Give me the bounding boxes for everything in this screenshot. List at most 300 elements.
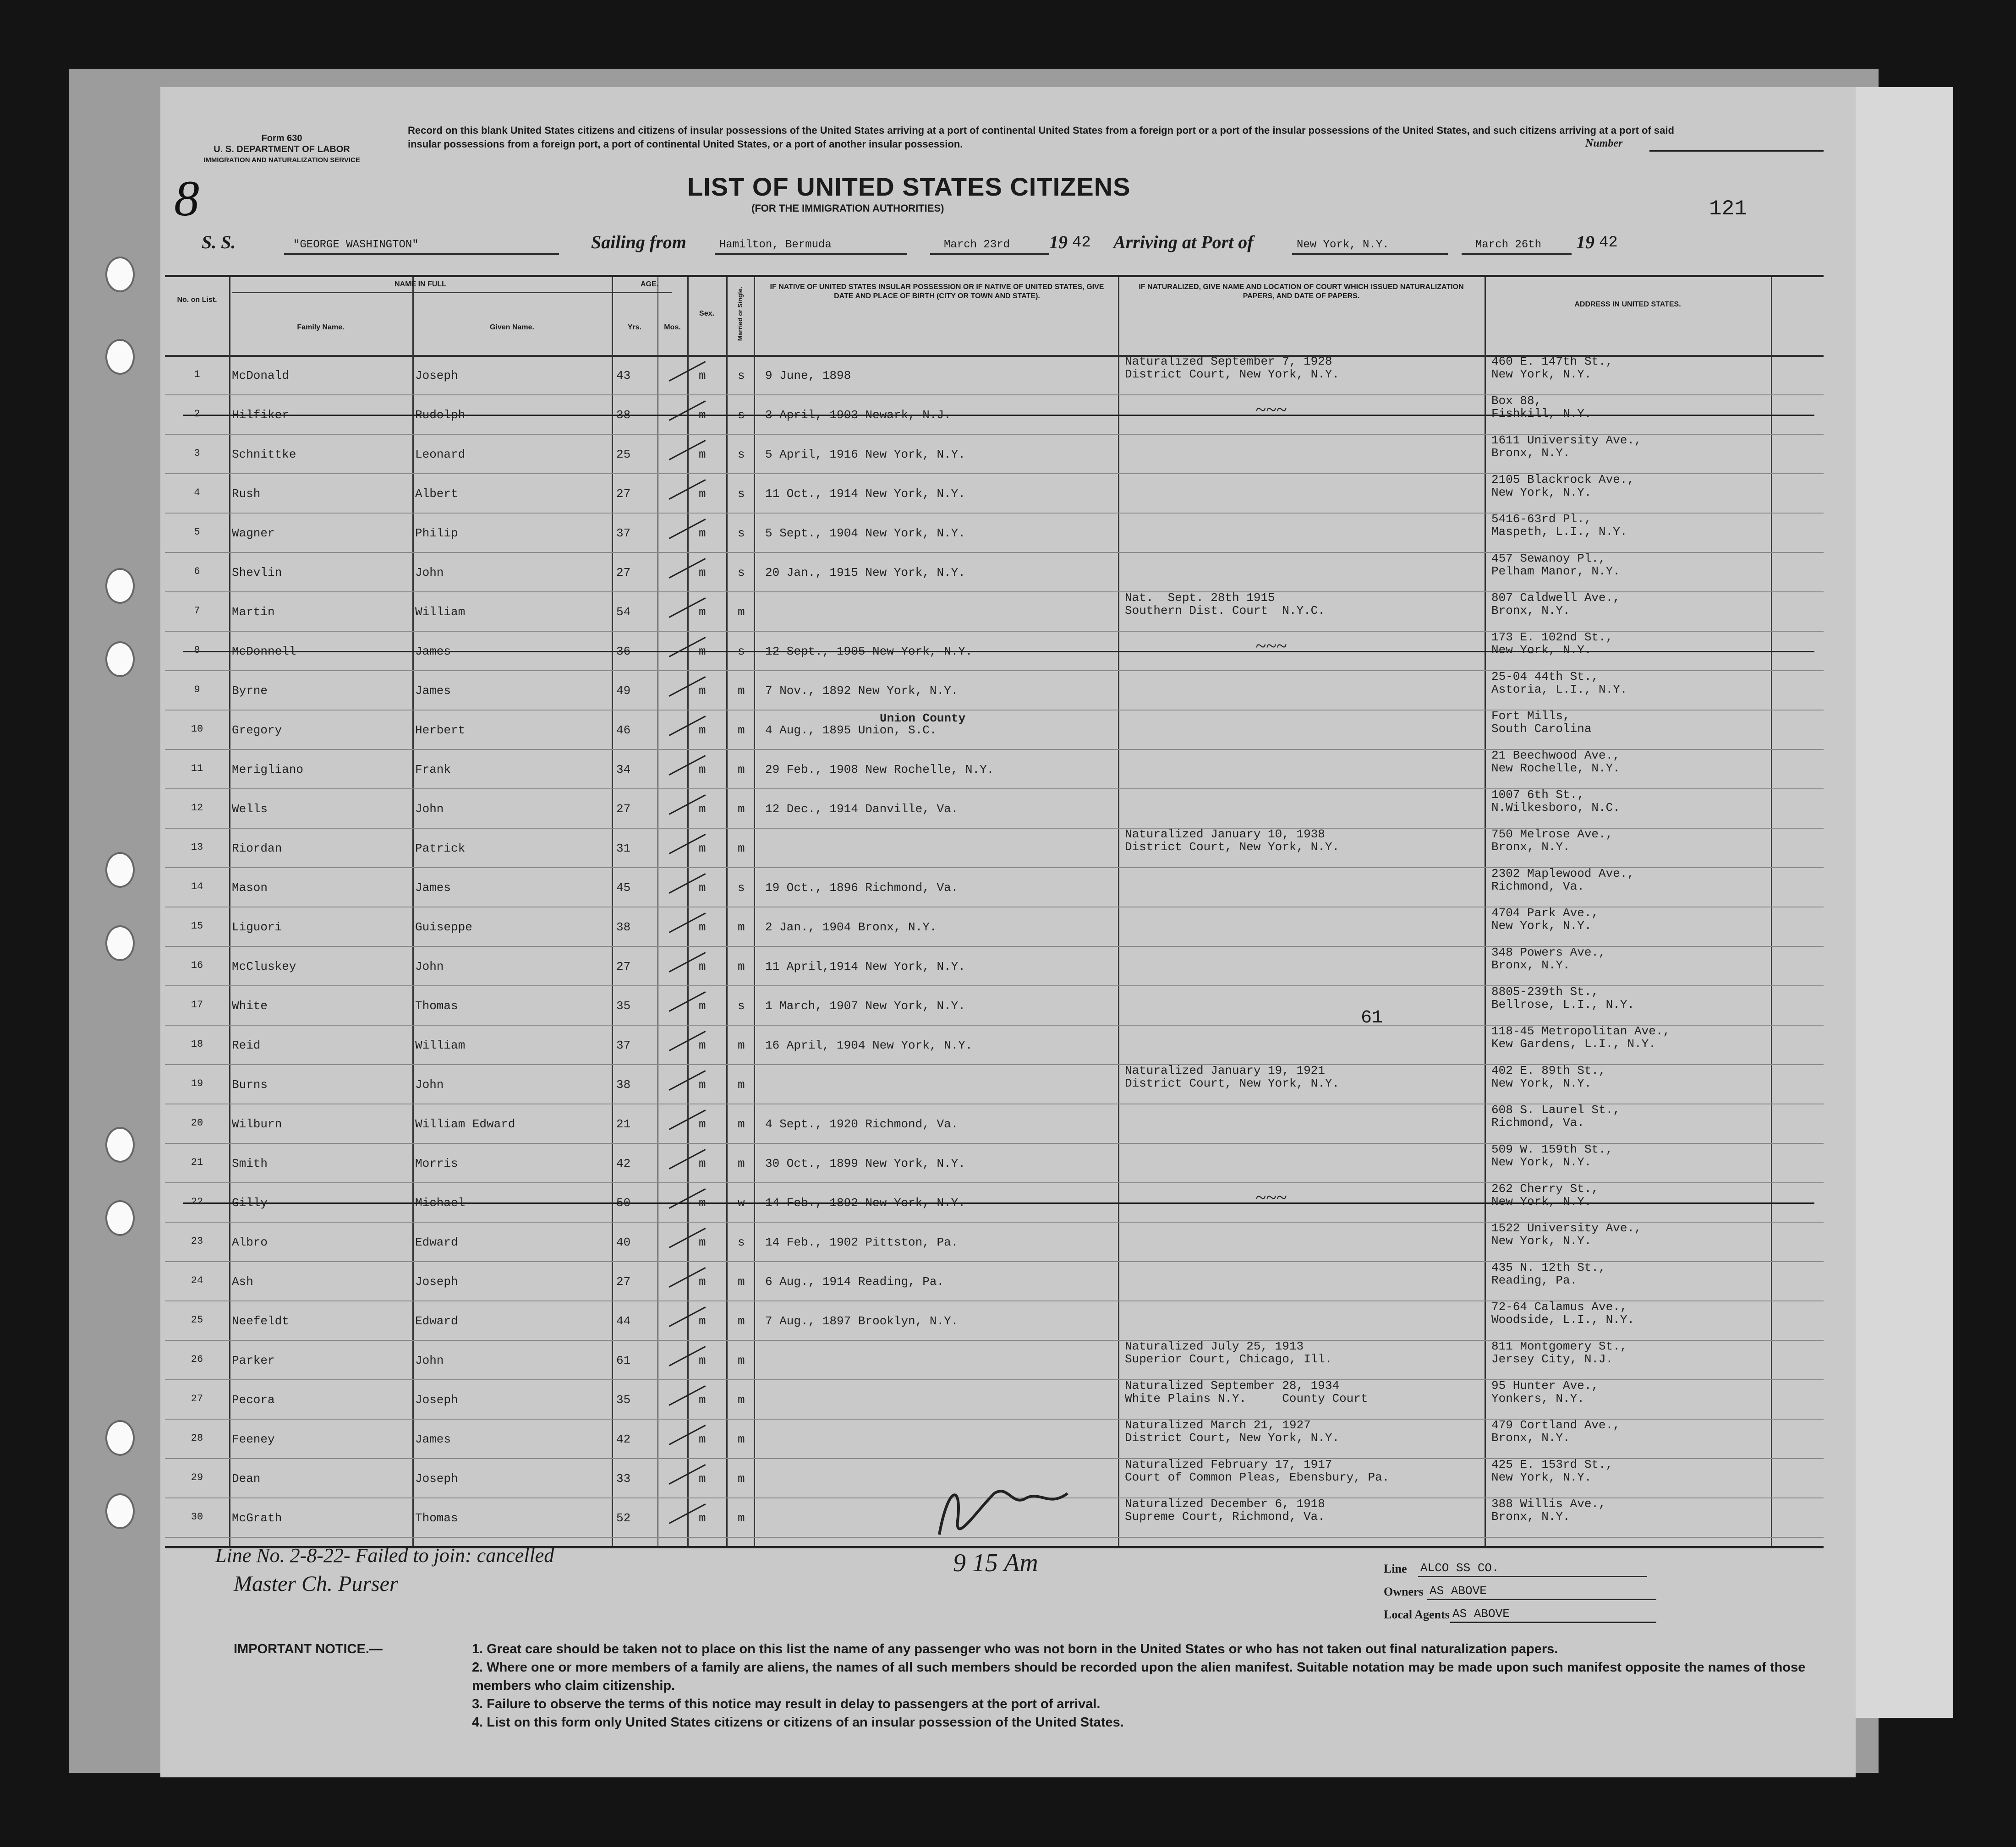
notice-item-4: 4. List on this form only United States citizens or citizens of an insular possession of the United States.	[472, 1715, 1124, 1730]
marital-status: m	[738, 960, 745, 973]
row-number: 20	[191, 1117, 203, 1129]
voyage-line	[202, 231, 1796, 259]
family-name: Parker	[232, 1354, 275, 1367]
birth-info: 9 June, 1898	[765, 369, 851, 383]
table-row	[165, 1379, 1824, 1416]
sex: m	[699, 1472, 706, 1486]
birth-info: 20 Jan., 1915 New York, N.Y.	[765, 566, 965, 579]
given-name: Thomas	[415, 999, 458, 1013]
col-name-header: NAME IN FULL	[394, 280, 446, 288]
sex: m	[699, 960, 706, 973]
strike-through-line	[183, 415, 1814, 416]
time-note: 9 15 Am	[953, 1549, 1038, 1577]
row-number: 26	[191, 1354, 203, 1365]
table-row	[165, 985, 1824, 1022]
us-address: 4704 Park Ave., New York, N.Y.	[1491, 906, 1599, 933]
row-number: 13	[191, 842, 203, 853]
given-name: Leonard	[415, 448, 466, 461]
birth-info: 1 March, 1907 New York, N.Y.	[765, 999, 965, 1013]
naturalization-info: Nat. Sept. 28th 1915 Southern Dist. Court N.Y.C.	[1125, 591, 1325, 617]
sex: m	[699, 487, 706, 501]
arriving-label: Arriving at Port of	[1113, 232, 1254, 252]
cancellation-note: Line No. 2-8-22- Failed to join: cancelled	[215, 1544, 554, 1567]
sex: m	[699, 1354, 706, 1367]
marital-status: m	[738, 802, 745, 816]
birth-info: 5 Sept., 1904 New York, N.Y.	[765, 526, 965, 540]
form-number: Form 630	[261, 133, 302, 143]
marital-status: m	[738, 1393, 745, 1407]
given-name: Joseph	[415, 1275, 458, 1289]
table-row	[165, 907, 1824, 943]
us-address: 2302 Maplewood Ave., Richmond, Va.	[1491, 867, 1635, 893]
age-years: 27	[616, 566, 631, 579]
intro-text: Record on this blank United States citizens and citizens of insular possessions of the United States arriving at a port of continental United States from a foreign port or a port of the insular possessions of the United States, and such citizens arriving at a port of said insular possessions from a foreign port, a port of continental United States, or a port of another insular possession.	[408, 125, 1674, 150]
family-name: Gregory	[232, 723, 282, 737]
us-address: 425 E. 153rd St., New York, N.Y.	[1491, 1458, 1613, 1484]
us-address: 509 W. 159th St., New York, N.Y.	[1491, 1142, 1613, 1169]
sex: m	[699, 684, 706, 698]
naturalization-info: Naturalized December 6, 1918 Supreme Court, Richmond, Va.	[1125, 1497, 1325, 1524]
table-row	[165, 434, 1824, 470]
given-name: Joseph	[415, 369, 458, 383]
marital-status: m	[738, 1157, 745, 1170]
age-years: 31	[616, 842, 631, 855]
sex: m	[699, 802, 706, 816]
marital-status: m	[738, 723, 745, 737]
table-row	[165, 946, 1824, 983]
sex: m	[699, 881, 706, 895]
table-row	[165, 1025, 1824, 1061]
age-years: 27	[616, 960, 631, 973]
row-number: 6	[194, 566, 200, 577]
col-age-header: AGE.	[640, 280, 659, 288]
table-row	[165, 1143, 1824, 1180]
given-name: Thomas	[415, 1511, 458, 1525]
number-underline	[1649, 150, 1824, 152]
given-name: James	[415, 881, 451, 895]
naturalization-info: Naturalized February 17, 1917 Court of Common Pleas, Ebensbury, Pa.	[1125, 1458, 1390, 1484]
row-number: 30	[191, 1511, 203, 1523]
table-row	[165, 1182, 1824, 1219]
age-years: 42	[616, 1157, 631, 1170]
us-address: 1522 University Ave., New York, N.Y.	[1491, 1221, 1642, 1248]
sex: m	[699, 1196, 706, 1210]
row-number: 5	[194, 526, 200, 538]
given-name: Rudolph	[415, 408, 466, 422]
table-row	[165, 867, 1824, 904]
row-number: 14	[191, 881, 203, 892]
age-years: 49	[616, 684, 631, 698]
naturalization-info: Naturalized January 10, 1938 District Court, New York, N.Y.	[1125, 827, 1340, 854]
owners-label: Owners	[1384, 1585, 1424, 1598]
inspector-signature	[930, 1466, 1095, 1557]
birth-county-note: Union County	[880, 711, 966, 725]
sex: m	[699, 369, 706, 383]
line-label: Line	[1384, 1562, 1407, 1575]
sex: m	[699, 1157, 706, 1170]
important-notice	[234, 1640, 1819, 1732]
table-row	[165, 710, 1824, 746]
row-number: 16	[191, 960, 203, 971]
given-name: Albert	[415, 487, 458, 501]
age-years: 36	[616, 645, 631, 658]
col-yrs-header: Yrs.	[627, 323, 642, 331]
punch-hole	[105, 641, 135, 677]
row-number: 17	[191, 999, 203, 1011]
page-title: LIST OF UNITED STATES CITIZENS	[687, 172, 1131, 201]
family-name: McCluskey	[232, 960, 296, 973]
marital-status: m	[738, 1472, 745, 1486]
row-number: 12	[191, 802, 203, 814]
family-name: McGrath	[232, 1511, 282, 1525]
age-years: 61	[616, 1354, 631, 1367]
marital-status: s	[738, 448, 745, 461]
age-years: 40	[616, 1235, 631, 1249]
punch-hole	[105, 1127, 135, 1163]
col-sex-header: Sex.	[699, 310, 714, 317]
page-subtitle: (FOR THE IMMIGRATION AUTHORITIES)	[751, 202, 944, 214]
sex: m	[699, 1314, 706, 1328]
sex: m	[699, 1038, 706, 1052]
row-number: 29	[191, 1472, 203, 1483]
us-address: 25-04 44th St., Astoria, L.I., N.Y.	[1491, 670, 1627, 696]
agents-value: AS ABOVE	[1452, 1607, 1510, 1621]
arrival-date: March 26th	[1475, 239, 1542, 251]
age-years: 38	[616, 408, 631, 422]
marital-status: s	[738, 1235, 745, 1249]
service-name: IMMIGRATION AND NATURALIZATION SERVICE	[203, 156, 360, 164]
strike-through-line	[183, 651, 1814, 652]
sex: m	[699, 920, 706, 934]
table-row	[165, 394, 1824, 431]
given-name: John	[415, 960, 444, 973]
birth-info: 12 Dec., 1914 Danville, Va.	[765, 802, 959, 816]
birth-info: 11 April,1914 New York, N.Y.	[765, 960, 965, 973]
sex: m	[699, 1432, 706, 1446]
sailing-year: 42	[1072, 234, 1091, 251]
family-name: McDonald	[232, 369, 289, 383]
handwritten-number: 8	[174, 170, 199, 226]
family-name: Hilfiker	[232, 408, 289, 422]
age-years: 38	[616, 1078, 631, 1092]
sailing-from: Hamilton, Bermuda	[719, 239, 832, 251]
punch-hole	[105, 1420, 135, 1456]
sex: m	[699, 566, 706, 579]
table-row	[165, 1340, 1824, 1377]
sex: m	[699, 605, 706, 619]
notice-item-1: 1. Great care should be taken not to place on this list the name of any passenger who was not born in the United States or who has not taken out final naturalization papers.	[472, 1642, 1558, 1656]
family-name: Mason	[232, 881, 268, 895]
sex: m	[699, 645, 706, 658]
given-name: William	[415, 605, 466, 619]
marital-status: m	[738, 1275, 745, 1289]
arrival-year: 42	[1599, 234, 1618, 251]
marital-status: m	[738, 1078, 745, 1092]
family-name: Schnittke	[232, 448, 296, 461]
family-name: Burns	[232, 1078, 268, 1092]
family-name: Merigliano	[232, 763, 304, 776]
us-address: 348 Powers Ave., Bronx, N.Y.	[1491, 945, 1606, 972]
us-address: 5416-63rd Pl., Maspeth, L.I., N.Y.	[1491, 512, 1627, 539]
family-name: Martin	[232, 605, 275, 619]
birth-info: 5 April, 1916 New York, N.Y.	[765, 448, 965, 461]
marital-status: m	[738, 1038, 745, 1052]
age-years: 25	[616, 448, 631, 461]
notice-label: IMPORTANT NOTICE.—	[234, 1642, 383, 1656]
ss-label: S. S.	[202, 232, 236, 252]
col-no-header: No. on List.	[177, 296, 217, 304]
age-years: 27	[616, 1275, 631, 1289]
given-name: Frank	[415, 763, 451, 776]
notice-item-3: 3. Failure to observe the terms of this notice may result in delay to passengers at the port of arrival.	[472, 1697, 1101, 1711]
given-name: John	[415, 1354, 444, 1367]
family-name: Gilly	[232, 1196, 268, 1210]
col-family-header: Family Name.	[297, 323, 345, 331]
cancel-initials-scribble: ~~~	[1255, 399, 1287, 421]
col-birth-header: IF NATIVE OF UNITED STATES INSULAR POSSESSION OR IF NATIVE OF UNITED STATES, GIVE DATE AND PLACE OF BIRTH (CITY OR TOWN AND STATE).	[770, 283, 1104, 300]
given-name: John	[415, 566, 444, 579]
given-name: James	[415, 1432, 451, 1446]
cancel-initials-scribble: ~~~	[1255, 636, 1287, 657]
us-address: 95 Hunter Ave., Yonkers, N.Y.	[1491, 1379, 1599, 1405]
sex: m	[699, 842, 706, 855]
given-name: James	[415, 645, 451, 658]
family-name: Byrne	[232, 684, 268, 698]
given-name: Edward	[415, 1314, 458, 1328]
mid-note: 61	[1361, 1008, 1383, 1028]
age-years: 37	[616, 1038, 631, 1052]
us-address: 118-45 Metropolitan Ave., Kew Gardens, L.I., N.Y.	[1491, 1024, 1671, 1051]
family-name: Pecora	[232, 1393, 275, 1407]
birth-info: 19 Oct., 1896 Richmond, Va.	[765, 881, 959, 895]
age-years: 46	[616, 723, 631, 737]
family-name: Reid	[232, 1038, 261, 1052]
given-name: Guiseppe	[415, 920, 472, 934]
marital-status: m	[738, 920, 745, 934]
col-addr-header: ADDRESS IN UNITED STATES.	[1574, 301, 1681, 308]
sailing-year-prefix: 19	[1049, 232, 1068, 252]
row-number: 3	[194, 448, 200, 459]
age-years: 45	[616, 881, 631, 895]
punch-hole	[105, 852, 135, 888]
table-row	[165, 670, 1824, 707]
us-address: 460 E. 147th St., New York, N.Y.	[1491, 355, 1613, 381]
family-name: Shevlin	[232, 566, 282, 579]
sex: m	[699, 448, 706, 461]
agents-label: Local Agents	[1384, 1608, 1450, 1621]
age-years: 44	[616, 1314, 631, 1328]
us-address: 807 Caldwell Ave., Bronx, N.Y.	[1491, 591, 1620, 617]
citizen-table	[165, 275, 1824, 1548]
row-number: 4	[194, 487, 200, 498]
department-name: U. S. DEPARTMENT OF LABOR	[214, 144, 350, 154]
marital-status: s	[738, 408, 745, 422]
table-row	[165, 1104, 1824, 1140]
row-number: 10	[191, 723, 203, 735]
table-row	[165, 591, 1824, 628]
family-name: Wagner	[232, 526, 275, 540]
age-years: 35	[616, 999, 631, 1013]
table-row	[165, 1064, 1824, 1101]
us-address: Fort Mills, South Carolina	[1491, 709, 1592, 736]
marital-status: m	[738, 1354, 745, 1367]
birth-info: 11 Oct., 1914 New York, N.Y.	[765, 487, 965, 501]
birth-info: 12 Sept., 1905 New York, N.Y.	[765, 645, 973, 658]
birth-info: 14 Feb., 1892 New York, N.Y.	[765, 1196, 965, 1210]
birth-info: 2 Jan., 1904 Bronx, N.Y.	[765, 920, 937, 934]
birth-info: 4 Sept., 1920 Richmond, Va.	[765, 1117, 959, 1131]
number-label: Number	[1585, 137, 1623, 149]
us-address: 1007 6th St., N.Wilkesboro, N.C.	[1491, 788, 1620, 814]
naturalization-info: Naturalized January 19, 1921 District Court, New York, N.Y.	[1125, 1064, 1340, 1090]
marital-status: w	[738, 1196, 745, 1210]
row-number: 1	[194, 369, 200, 380]
table-row	[165, 1419, 1824, 1455]
strike-through-line	[183, 1202, 1814, 1204]
row-number: 11	[191, 763, 203, 774]
page-number: 121	[1709, 197, 1747, 221]
birth-info: 29 Feb., 1908 New Rochelle, N.Y.	[765, 763, 994, 776]
age-years: 42	[616, 1432, 631, 1446]
form-department-block	[188, 133, 376, 166]
family-name: Ash	[232, 1275, 253, 1289]
given-name: James	[415, 684, 451, 698]
row-number: 8	[194, 645, 200, 656]
us-address: 435 N. 12th St., Reading, Pa.	[1491, 1261, 1606, 1287]
us-address: 608 S. Laurel St., Richmond, Va.	[1491, 1103, 1620, 1130]
row-number: 27	[191, 1393, 203, 1404]
row-number: 7	[194, 605, 200, 617]
family-name: Riordan	[232, 842, 282, 855]
arrival-year-prefix: 19	[1576, 232, 1594, 252]
age-years: 38	[616, 920, 631, 934]
sex: m	[699, 1078, 706, 1092]
punch-hole	[105, 257, 135, 292]
naturalization-info: Naturalized September 7, 1928 District Court, New York, N.Y.	[1125, 355, 1340, 381]
col-mos-header: Mos.	[664, 323, 681, 331]
col-given-header: Given Name.	[490, 323, 534, 331]
us-address: 72-64 Calamus Ave., Woodside, L.I., N.Y.	[1491, 1300, 1635, 1327]
birth-info: 30 Oct., 1899 New York, N.Y.	[765, 1157, 965, 1170]
us-address: 402 E. 89th St., New York, N.Y.	[1491, 1064, 1606, 1090]
us-address: 750 Melrose Ave., Bronx, N.Y.	[1491, 827, 1613, 854]
sex: m	[699, 1235, 706, 1249]
table-row	[165, 1222, 1824, 1258]
family-name: Albro	[232, 1235, 268, 1249]
sailing-date: March 23rd	[944, 239, 1010, 251]
us-address: 8805-239th St., Bellrose, L.I., N.Y.	[1491, 985, 1635, 1011]
col-nat-header: IF NATURALIZED, GIVE NAME AND LOCATION OF COURT WHICH ISSUED NATURALIZATION PAPERS, AND DATE OF PAPERS.	[1139, 283, 1464, 300]
age-years: 27	[616, 802, 631, 816]
owners-value: AS ABOVE	[1430, 1584, 1487, 1598]
given-name: Joseph	[415, 1472, 458, 1486]
age-years: 52	[616, 1511, 631, 1525]
notice-item-2: 2. Where one or more members of a family are aliens, the names of all such members should be recorded upon the alien manifest. Suitable notation may be made upon such manifest opposite the names of those members who claim citizenship.	[472, 1660, 1806, 1693]
table-row	[165, 828, 1824, 864]
age-years: 54	[616, 605, 631, 619]
birth-info: 16 April, 1904 New York, N.Y.	[765, 1038, 973, 1052]
marital-status: s	[738, 566, 745, 579]
row-number: 9	[194, 684, 200, 695]
sex: m	[699, 526, 706, 540]
naturalization-info: Naturalized July 25, 1913 Superior Court, Chicago, Ill.	[1125, 1339, 1332, 1366]
birth-info: 4 Aug., 1895 Union, S.C.	[765, 723, 937, 737]
given-name: Herbert	[415, 723, 466, 737]
marital-status: s	[738, 526, 745, 540]
us-address: 388 Willis Ave., Bronx, N.Y.	[1491, 1497, 1606, 1524]
us-address: 1611 University Ave., Bronx, N.Y.	[1491, 433, 1642, 460]
line-value: ALCO SS CO.	[1420, 1561, 1499, 1575]
row-number: 19	[191, 1078, 203, 1089]
family-name: Smith	[232, 1157, 268, 1170]
sex: m	[699, 723, 706, 737]
table-row	[165, 552, 1824, 589]
marital-status: s	[738, 881, 745, 895]
given-name: John	[415, 802, 444, 816]
birth-info: 14 Feb., 1902 Pittston, Pa.	[765, 1235, 959, 1249]
family-name: Liguori	[232, 920, 282, 934]
row-number: 2	[194, 408, 200, 420]
family-name: McDonnell	[232, 645, 296, 658]
row-number: 22	[191, 1196, 203, 1208]
marital-status: s	[738, 487, 745, 501]
marital-status: s	[738, 369, 745, 383]
table-row	[165, 473, 1824, 510]
row-number: 23	[191, 1235, 203, 1247]
marital-status: m	[738, 1511, 745, 1525]
age-years: 27	[616, 487, 631, 501]
age-years: 43	[616, 369, 631, 383]
row-number: 28	[191, 1432, 203, 1444]
age-years: 21	[616, 1117, 631, 1131]
marital-status: m	[738, 684, 745, 698]
sex: m	[699, 1117, 706, 1131]
sex: m	[699, 999, 706, 1013]
row-number: 21	[191, 1157, 203, 1168]
us-address: 173 E. 102nd St., New York, N.Y.	[1491, 630, 1613, 657]
marital-status: m	[738, 842, 745, 855]
punch-hole	[105, 925, 135, 961]
family-name: Neefeldt	[232, 1314, 289, 1328]
naturalization-info: Naturalized September 28, 1934 White Plains N.Y. County Court	[1125, 1379, 1368, 1405]
birth-info: 6 Aug., 1914 Reading, Pa.	[765, 1275, 944, 1289]
naturalization-info: Naturalized March 21, 1927 District Court, New York, N.Y.	[1125, 1418, 1340, 1445]
us-address: 479 Cortland Ave., Bronx, N.Y.	[1491, 1418, 1620, 1445]
given-name: Edward	[415, 1235, 458, 1249]
given-name: Patrick	[415, 842, 466, 855]
us-address: 21 Beechwood Ave., New Rochelle, N.Y.	[1491, 749, 1620, 775]
family-name: Rush	[232, 487, 261, 501]
given-name: John	[415, 1078, 444, 1092]
age-years: 50	[616, 1196, 631, 1210]
table-row	[165, 1261, 1824, 1298]
row-number: 15	[191, 920, 203, 932]
given-name: Michael	[415, 1196, 466, 1210]
marital-status: m	[738, 763, 745, 776]
us-address: 457 Sewanoy Pl., Pelham Manor, N.Y.	[1491, 552, 1620, 578]
table-row	[165, 788, 1824, 825]
row-number: 25	[191, 1314, 203, 1326]
age-years: 34	[616, 763, 631, 776]
col-ms-header: Married or Single.	[736, 286, 744, 341]
punch-hole	[105, 1200, 135, 1236]
given-name: Philip	[415, 526, 458, 540]
punch-hole	[105, 1493, 135, 1529]
marital-status: s	[738, 645, 745, 658]
manifest-sheet	[160, 87, 1856, 1777]
us-address: Box 88, Fishkill, N.Y.	[1491, 394, 1592, 421]
punch-hole	[105, 339, 135, 375]
